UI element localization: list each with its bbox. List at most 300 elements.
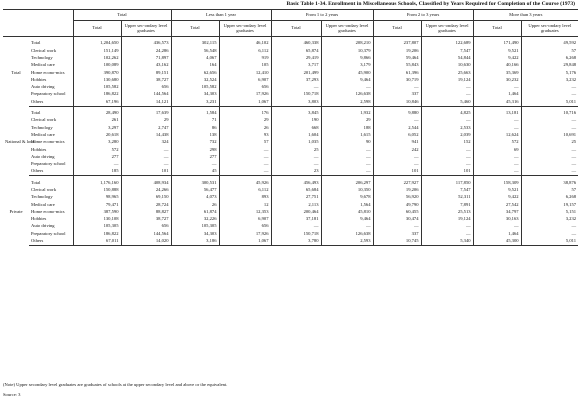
table-cell: —: [521, 153, 578, 160]
table-cell: 45: [171, 168, 219, 176]
table-cell: 14,121: [121, 98, 171, 106]
table-cell: 150,718: [271, 91, 321, 98]
table-cell: 46,102: [219, 37, 271, 48]
row-category: Technology: [31, 194, 53, 200]
table-cell: 34,303: [171, 91, 219, 98]
table-row: [3, 62, 578, 69]
table-cell: —: [521, 223, 578, 230]
table-cell: 324: [121, 139, 171, 146]
table-cell: —: [121, 153, 171, 160]
table-cell: 10,630: [421, 62, 473, 69]
table-cell: 10,745: [373, 238, 421, 246]
table-cell: —: [373, 153, 421, 160]
row-category: Medical care: [31, 131, 55, 137]
header-sub-total: Total: [73, 21, 121, 37]
table-cell: 71,897: [121, 55, 171, 62]
table-cell: 69: [473, 146, 521, 153]
table-cell: 3,297: [73, 124, 121, 131]
table-cell: 9,464: [321, 216, 373, 223]
table-cell: 59,464: [373, 55, 421, 62]
table-row: [3, 76, 578, 83]
table-cell: —: [321, 153, 373, 160]
table-cell: 45,810: [321, 209, 373, 216]
table-cell: —: [373, 161, 421, 168]
table-cell: —: [421, 153, 473, 160]
table-cell: 62,656: [171, 69, 219, 76]
table-cell: 456,493: [271, 176, 321, 187]
table-cell: 65,874: [271, 47, 321, 54]
table-cell: 2,113: [271, 201, 321, 208]
table-cell: 88,827: [121, 209, 171, 216]
table-cell: 30,232: [473, 76, 521, 83]
table-cell: 1,564: [321, 201, 373, 208]
table-cell: 919: [219, 55, 271, 62]
table-cell: —: [373, 84, 421, 91]
section-label: Private: [9, 208, 23, 214]
table-cell: —: [473, 84, 521, 91]
table-cell: 45,900: [321, 69, 373, 76]
table-cell: 656: [219, 84, 271, 91]
table-cell: 45,316: [473, 98, 521, 106]
table-row: [3, 201, 578, 208]
table-cell: —: [321, 84, 373, 91]
table-cell: 38,876: [521, 176, 578, 187]
table-cell: 188: [321, 124, 373, 131]
table-row: [3, 187, 578, 194]
table-cell: 19,206: [373, 187, 421, 194]
table-cell: —: [271, 153, 321, 160]
table-cell: 3,280: [73, 139, 121, 146]
table-cell: 17,639: [121, 106, 171, 117]
table-cell: 30,719: [373, 76, 421, 83]
table-cell: 5,340: [421, 238, 473, 246]
table-note: (Note) Upper secondary level graduates are graduates of schools at the upper secondary level and above or the equivalent.: [3, 382, 228, 387]
table-cell: —: [121, 146, 171, 153]
table-cell: 5,460: [421, 98, 473, 106]
table-cell: 24,266: [121, 187, 171, 194]
table-cell: 12,624: [473, 132, 521, 139]
table-cell: 9,521: [473, 47, 521, 54]
table-cell: 5,011: [521, 98, 578, 106]
table-cell: 6,268: [521, 194, 578, 201]
table-cell: 656: [219, 223, 271, 230]
table-row: [3, 37, 578, 48]
table-source: Source: 3: [3, 392, 21, 397]
table-cell: 2,747: [121, 124, 171, 131]
table-cell: 390,870: [73, 69, 121, 76]
table-row: [3, 223, 578, 230]
header-corner: [3, 10, 73, 37]
table-cell: 101: [421, 168, 473, 176]
table-cell: 105,305: [73, 223, 121, 230]
header-group: From 2 to 3 years: [373, 10, 473, 21]
table-cell: 185: [73, 168, 121, 176]
table-cell: 32,226: [171, 216, 219, 223]
table-cell: 572: [473, 139, 521, 146]
table-cell: —: [219, 146, 271, 153]
table-cell: 2,533: [421, 124, 473, 131]
table-cell: 208,210: [321, 37, 373, 48]
table-cell: 237,807: [373, 37, 421, 48]
header-sub-total: Total: [373, 21, 421, 37]
table-cell: 1,067: [219, 238, 271, 246]
table-cell: 55,843: [373, 62, 421, 69]
table-cell: 45,926: [219, 176, 271, 187]
table-row: [3, 124, 578, 131]
row-category: Technology: [31, 54, 53, 60]
row-category: Clerical work: [31, 186, 57, 192]
enrollment-table: [3, 9, 578, 246]
table-cell: 27,751: [271, 194, 321, 201]
table-row: [3, 132, 578, 139]
table-row: [3, 55, 578, 62]
table-cell: —: [421, 161, 473, 168]
table-cell: 12: [219, 201, 271, 208]
table-cell: 24,286: [121, 47, 171, 54]
table-cell: —: [473, 153, 521, 160]
table-cell: 93: [219, 132, 271, 139]
table-cell: 60,455: [373, 209, 421, 216]
table-cell: 9,464: [321, 76, 373, 83]
table-cell: —: [321, 161, 373, 168]
table-cell: 408,934: [121, 176, 171, 187]
table-cell: 158,309: [473, 176, 521, 187]
table-cell: 28,490: [73, 106, 121, 117]
table-body: [3, 37, 578, 246]
table-cell: 1,204,650: [73, 37, 121, 48]
table-cell: 1,584: [171, 106, 219, 117]
table-cell: 1,176,160: [73, 176, 121, 187]
table-cell: 242: [373, 146, 421, 153]
table-cell: —: [121, 161, 171, 168]
row-category: Others: [29, 98, 73, 106]
table-cell: 19,124: [421, 216, 473, 223]
table-cell: 176: [219, 106, 271, 117]
table-cell: 656: [121, 223, 171, 230]
row-category: Clerical work: [31, 117, 57, 123]
row-category: Auto driving: [31, 153, 55, 159]
table-cell: 29,848: [521, 62, 578, 69]
table-cell: 144,564: [121, 91, 171, 98]
table-cell: —: [521, 84, 578, 91]
table-cell: —: [473, 161, 521, 168]
table-cell: 37,181: [271, 216, 321, 223]
table-cell: 5,151: [521, 209, 578, 216]
table-cell: 105: [219, 62, 271, 69]
row-category: Medical care: [31, 62, 55, 68]
table-cell: —: [473, 223, 521, 230]
table-cell: 1,035: [271, 139, 321, 146]
table-cell: 49,790: [373, 201, 421, 208]
table-cell: —: [219, 168, 271, 176]
table-cell: —: [421, 146, 473, 153]
table-row: [3, 176, 578, 187]
table-cell: 13,181: [473, 106, 521, 117]
table-cell: 105,582: [171, 84, 219, 91]
table-cell: 337: [373, 91, 421, 98]
row-category: Clerical work: [31, 47, 57, 53]
table-cell: 57: [521, 47, 578, 54]
table-cell: 52,311: [421, 194, 473, 201]
table-cell: —: [521, 161, 578, 168]
table-cell: 29,419: [271, 55, 321, 62]
table-row: [3, 209, 578, 216]
table-cell: 2,544: [373, 124, 421, 131]
table-cell: 732: [171, 139, 219, 146]
header-group: From 1 to 2 years: [271, 10, 373, 21]
table-cell: —: [271, 161, 321, 168]
table-cell: 12,353: [219, 209, 271, 216]
table-cell: —: [521, 117, 578, 124]
table-cell: 34,797: [473, 209, 521, 216]
table-cell: 54,844: [421, 55, 473, 62]
table-row: [3, 69, 578, 76]
table-cell: 150,888: [73, 187, 121, 194]
header-sub-upper: Upper sec-ondary level graduates: [219, 21, 271, 37]
table-cell: 25: [271, 146, 321, 153]
table-cell: —: [521, 124, 578, 131]
table-cell: —: [373, 223, 421, 230]
table-cell: 277: [171, 153, 219, 160]
header-sub-upper: Upper sec-ondary level graduates: [321, 21, 373, 37]
table-cell: 300,531: [171, 176, 219, 187]
table-cell: 186,822: [73, 91, 121, 98]
table-row: [3, 106, 578, 117]
table-row: [3, 216, 578, 223]
table-cell: —: [271, 223, 321, 230]
table-cell: 9,678: [321, 194, 373, 201]
table-cell: 190: [271, 117, 321, 124]
table-cell: 4,073: [171, 194, 219, 201]
table-cell: 25,513: [421, 209, 473, 216]
table-cell: 337: [373, 230, 421, 237]
table-cell: 101: [373, 168, 421, 176]
table-cell: 3,186: [171, 238, 219, 246]
table-cell: 9,521: [473, 187, 521, 194]
table-cell: 893: [219, 194, 271, 201]
table-cell: 9,866: [321, 55, 373, 62]
header-sub-upper: Upper sec-ondary level graduates: [121, 21, 171, 37]
table-cell: 56,548: [171, 47, 219, 54]
table-row: [3, 117, 578, 124]
table-cell: 302,115: [171, 37, 219, 48]
table-cell: 35,369: [473, 69, 521, 76]
table-cell: 14,020: [121, 238, 171, 246]
table-cell: 1,464: [473, 91, 521, 98]
table-row: [3, 153, 578, 160]
table-cell: 98,965: [73, 194, 121, 201]
table-cell: 206,297: [321, 176, 373, 187]
table-cell: 656: [121, 84, 171, 91]
table-cell: —: [373, 117, 421, 124]
table-cell: 30,163: [473, 216, 521, 223]
table-cell: 14,438: [121, 132, 171, 139]
row-category: Total: [31, 179, 41, 185]
table-cell: 3,179: [321, 62, 373, 69]
table-cell: —: [421, 230, 473, 237]
table-cell: 3,803: [271, 98, 321, 106]
header-group: Total: [73, 10, 171, 21]
table-cell: 30,474: [373, 216, 421, 223]
table-cell: 6,052: [373, 132, 421, 139]
table-cell: 90: [321, 139, 373, 146]
table-cell: 27,542: [473, 201, 521, 208]
table-cell: —: [73, 161, 121, 168]
table-cell: 5,011: [521, 238, 578, 246]
table-cell: 89,151: [121, 69, 171, 76]
table-cell: 126,638: [321, 230, 373, 237]
table-cell: 32,524: [171, 76, 219, 83]
table-cell: 25,663: [421, 69, 473, 76]
table-cell: 10,716: [521, 106, 578, 117]
header-sub-upper: Upper sec-ondary level graduates: [521, 21, 578, 37]
section-label: National & local: [5, 139, 36, 145]
table-cell: 138: [171, 132, 219, 139]
table-cell: 100,089: [73, 62, 121, 69]
table-cell: 40,166: [473, 62, 521, 69]
table-cell: 105,582: [73, 84, 121, 91]
table-cell: 171,490: [473, 37, 521, 48]
row-category: Total: [31, 40, 41, 46]
table-cell: 102,262: [73, 55, 121, 62]
table-cell: 3,232: [521, 76, 578, 83]
table-cell: 29: [219, 117, 271, 124]
table-row: [3, 84, 578, 91]
header-group: Less than 1 year: [171, 10, 271, 21]
table-cell: 4,067: [171, 55, 219, 62]
row-category: Total: [31, 110, 41, 116]
table-cell: 151,149: [73, 47, 121, 54]
table-cell: 3,845: [271, 106, 321, 117]
table-cell: 17,926: [219, 91, 271, 98]
table-cell: —: [321, 223, 373, 230]
table-cell: —: [521, 230, 578, 237]
table-cell: 37,293: [271, 76, 321, 83]
table-cell: 298: [171, 146, 219, 153]
table-cell: 10,379: [321, 47, 373, 54]
table-cell: 61,396: [373, 69, 421, 76]
table-cell: 1,464: [473, 230, 521, 237]
table-cell: 23: [271, 168, 321, 176]
row-category: Preparatory school: [31, 161, 66, 167]
table-cell: 261: [73, 117, 121, 124]
table-cell: 56,477: [171, 187, 219, 194]
table-cell: 387,590: [73, 209, 121, 216]
table-cell: 144,564: [121, 230, 171, 237]
section-label: Total: [11, 69, 21, 75]
table-cell: 29: [121, 117, 171, 124]
header-sub-total: Total: [473, 21, 521, 37]
row-category: Preparatory school: [31, 91, 66, 97]
table-cell: 65,684: [271, 187, 321, 194]
table-cell: 1,067: [219, 98, 271, 106]
table-cell: —: [271, 84, 321, 91]
table-cell: —: [473, 117, 521, 124]
table-cell: 19,124: [421, 76, 473, 83]
table-cell: 19,206: [373, 47, 421, 54]
table-cell: 61,874: [171, 209, 219, 216]
table-cell: 186,822: [73, 230, 121, 237]
row-category: Others: [29, 168, 73, 176]
table-cell: 10,350: [321, 187, 373, 194]
table-cell: —: [473, 124, 521, 131]
table-cell: —: [473, 168, 521, 176]
table-cell: 56,920: [373, 194, 421, 201]
table-cell: 436,573: [121, 37, 171, 48]
table-cell: 2,598: [321, 98, 373, 106]
table-cell: 57: [521, 187, 578, 194]
table-cell: 7,891: [421, 201, 473, 208]
table-cell: 6,112: [219, 187, 271, 194]
table-cell: 6,907: [219, 76, 271, 83]
table-cell: 117,850: [421, 176, 473, 187]
table-cell: 26: [171, 201, 219, 208]
table-cell: 10,846: [373, 98, 421, 106]
table-cell: 9,422: [473, 55, 521, 62]
table-cell: —: [219, 161, 271, 168]
table-cell: 7,547: [421, 187, 473, 194]
header-row-sub: [3, 21, 578, 37]
row-category: Preparatory school: [31, 230, 66, 236]
table-cell: 668: [271, 124, 321, 131]
header-sub-total: Total: [271, 21, 321, 37]
table-cell: 152: [421, 139, 473, 146]
table-cell: —: [421, 84, 473, 91]
table-cell: —: [421, 91, 473, 98]
table-cell: 130,680: [73, 76, 121, 83]
table-cell: 20,618: [73, 132, 121, 139]
header-sub-upper: Upper sec-ondary level graduates: [421, 21, 473, 37]
table-cell: 9,422: [473, 194, 521, 201]
table-cell: 101: [121, 168, 171, 176]
table-cell: —: [321, 168, 373, 176]
table-cell: 43,162: [121, 62, 171, 69]
table-cell: —: [219, 153, 271, 160]
table-cell: 1,615: [321, 132, 373, 139]
table-cell: 38,727: [121, 216, 171, 223]
table-cell: 25: [521, 139, 578, 146]
row-category: Others: [29, 238, 73, 246]
table-cell: —: [521, 91, 578, 98]
table-cell: 200,464: [271, 209, 321, 216]
table-cell: 9,880: [373, 106, 421, 117]
table-cell: 2,593: [321, 238, 373, 246]
table-row: [3, 146, 578, 153]
table-cell: —: [521, 146, 578, 153]
table-cell: 5,176: [521, 69, 578, 76]
table-cell: 34,303: [171, 230, 219, 237]
table-cell: 67,011: [73, 238, 121, 246]
table-cell: 941: [373, 139, 421, 146]
table-cell: —: [171, 161, 219, 168]
table-cell: 29: [321, 117, 373, 124]
table-cell: 86: [171, 124, 219, 131]
table-cell: 28,724: [121, 201, 171, 208]
table-row: [3, 98, 578, 106]
table-row: [3, 161, 578, 168]
row-category: Home econo-mics: [31, 208, 65, 214]
table-cell: 19,157: [521, 201, 578, 208]
table-cell: 26: [219, 124, 271, 131]
table-cell: 3,780: [271, 238, 321, 246]
table-cell: 6,907: [219, 216, 271, 223]
table-cell: —: [421, 223, 473, 230]
header-sub-total: Total: [171, 21, 219, 37]
header-row-groups: [3, 10, 578, 21]
table-cell: 130,108: [73, 216, 121, 223]
table-row: [3, 47, 578, 54]
table-cell: 460,338: [271, 37, 321, 48]
